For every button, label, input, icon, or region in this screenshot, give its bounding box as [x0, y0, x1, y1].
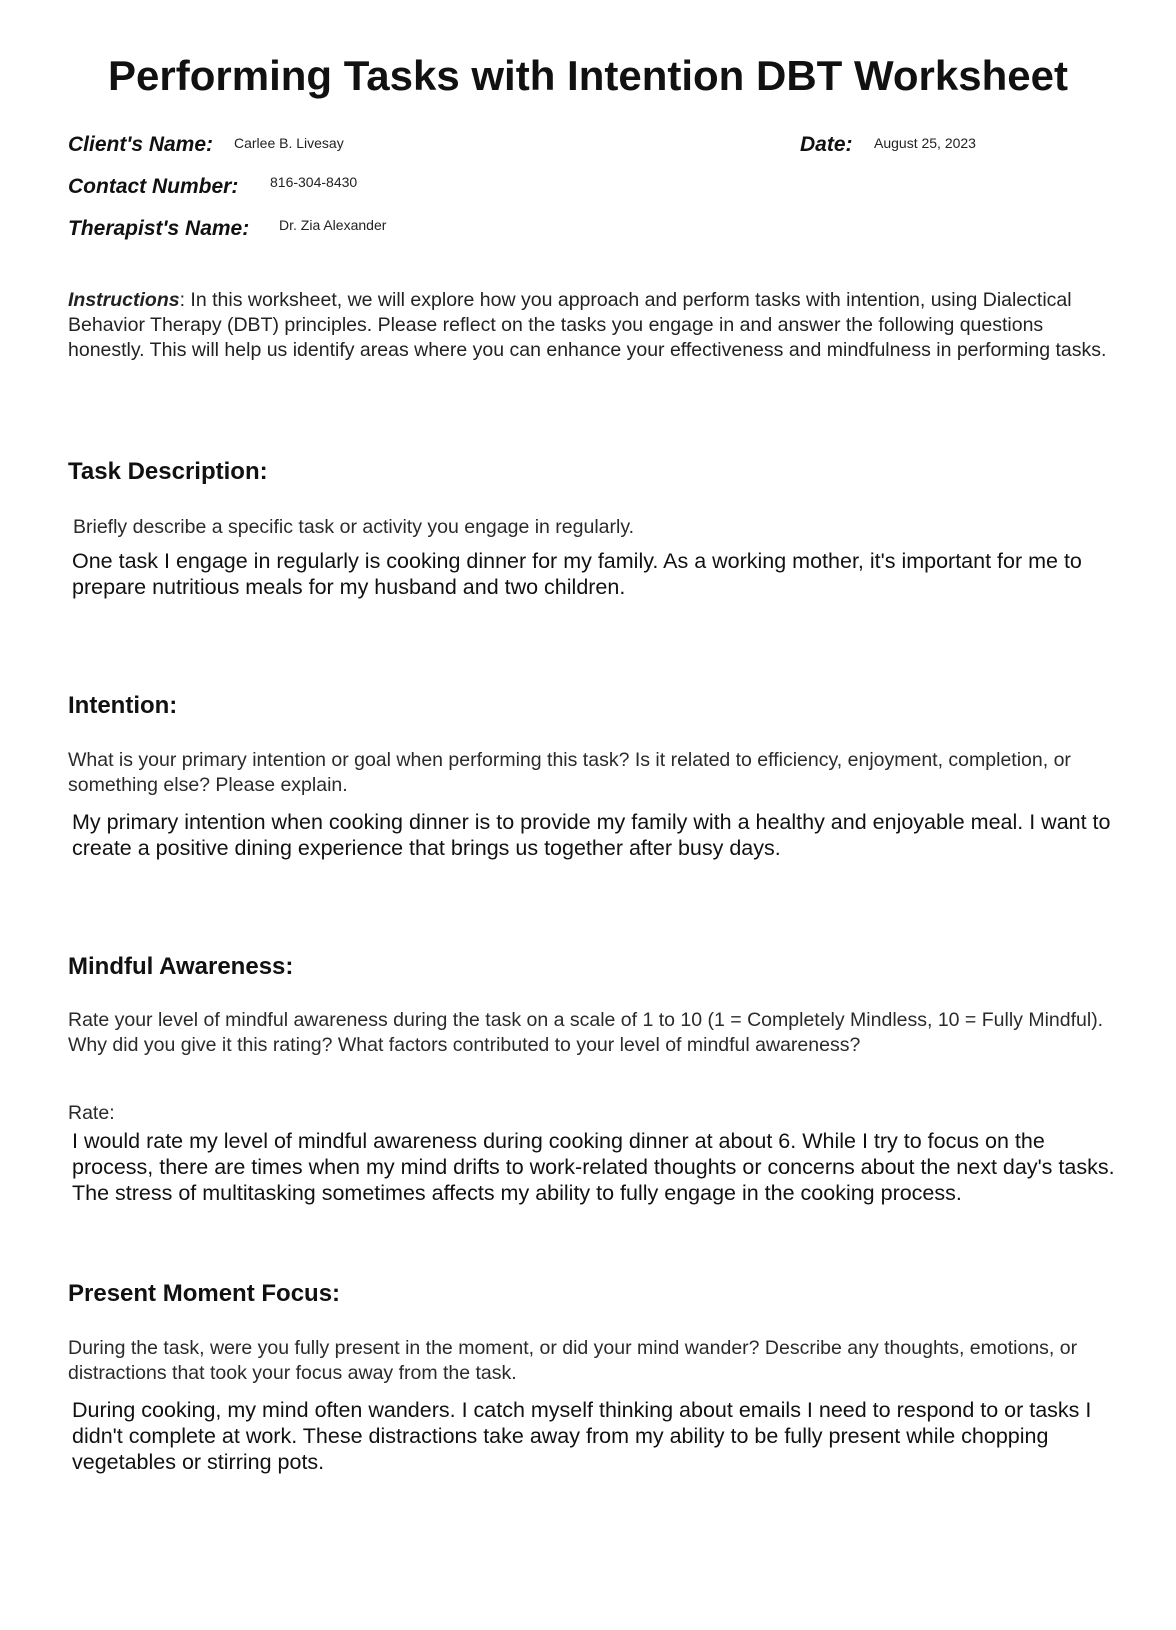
- page-title: Performing Tasks with Intention DBT Worksheet: [108, 52, 1068, 99]
- instructions-paragraph: [68, 288, 1118, 363]
- contact-number-value: 816-304-8430: [270, 174, 358, 190]
- instructions-text: : In this worksheet, we will explore how you approach and perform tasks with intention, using Dialectical Behavior Therapy (DBT) principles. Please reflect on the tasks you engage in and answer the following questions honestly. This will help us identify areas where you can enhance your effectiveness and mindfulness in performing tasks.: [68, 289, 1107, 361]
- date-value: August 25, 2023: [874, 135, 976, 151]
- therapist-name-value: Dr. Zia Alexander: [279, 217, 387, 233]
- rate-label: Rate:: [68, 1102, 115, 1124]
- present-moment-focus-answer: During cooking, my mind often wanders. I catch myself thinking about emails I need to respond to or tasks I didn't complete at work. These distractions take away from my ability to be fully present while chopping vegetables or stirring pots.: [72, 1398, 1092, 1474]
- task-description-answer: One task I engage in regularly is cooking dinner for my family. As a working mother, it's important for me to prepare nutritious meals for my husband and two children.: [72, 549, 1082, 599]
- intention-answer: My primary intention when cooking dinner is to provide my family with a healthy and enjoyable meal. I want to create a positive dining experience that brings us together after busy days.: [72, 810, 1111, 860]
- intention-prompt: What is your primary intention or goal when performing this task? Is it related to efficiency, enjoyment, completion, or something else? Please explain.: [68, 749, 1071, 796]
- task-description-heading: Task Description:: [68, 458, 268, 485]
- contact-number-label: Contact Number:: [68, 175, 239, 198]
- present-moment-focus-heading: Present Moment Focus:: [68, 1280, 341, 1307]
- mindful-awareness-heading: Mindful Awareness:: [68, 953, 294, 980]
- client-name-label: Client's Name:: [68, 133, 214, 156]
- mindful-awareness-answer: I would rate my level of mindful awareness during cooking dinner at about 6. While I try to focus on the process, there are times when my mind drifts to work-related thoughts or concerns about the next day's tasks. The stress of multitasking sometimes affects my ability to fully engage in the cooking process.: [72, 1129, 1115, 1205]
- client-name-value: Carlee B. Livesay: [234, 135, 344, 151]
- instructions-label: Instructions: [68, 289, 180, 311]
- present-moment-focus-prompt: During the task, were you fully present in the moment, or did your mind wander? Describe any thoughts, emotions, or distractions that took your focus away from the task.: [68, 1337, 1078, 1384]
- task-description-prompt: Briefly describe a specific task or activity you engage in regularly.: [73, 516, 635, 538]
- mindful-awareness-prompt: Rate your level of mindful awareness during the task on a scale of 1 to 10 (1 = Completely Mindless, 10 = Fully Mindful). Why did you give it this rating? What factors contributed to your level of mindful awareness?: [68, 1009, 1104, 1056]
- intention-heading: Intention:: [68, 692, 178, 719]
- date-label: Date:: [800, 133, 853, 156]
- therapist-name-label: Therapist's Name:: [68, 217, 250, 240]
